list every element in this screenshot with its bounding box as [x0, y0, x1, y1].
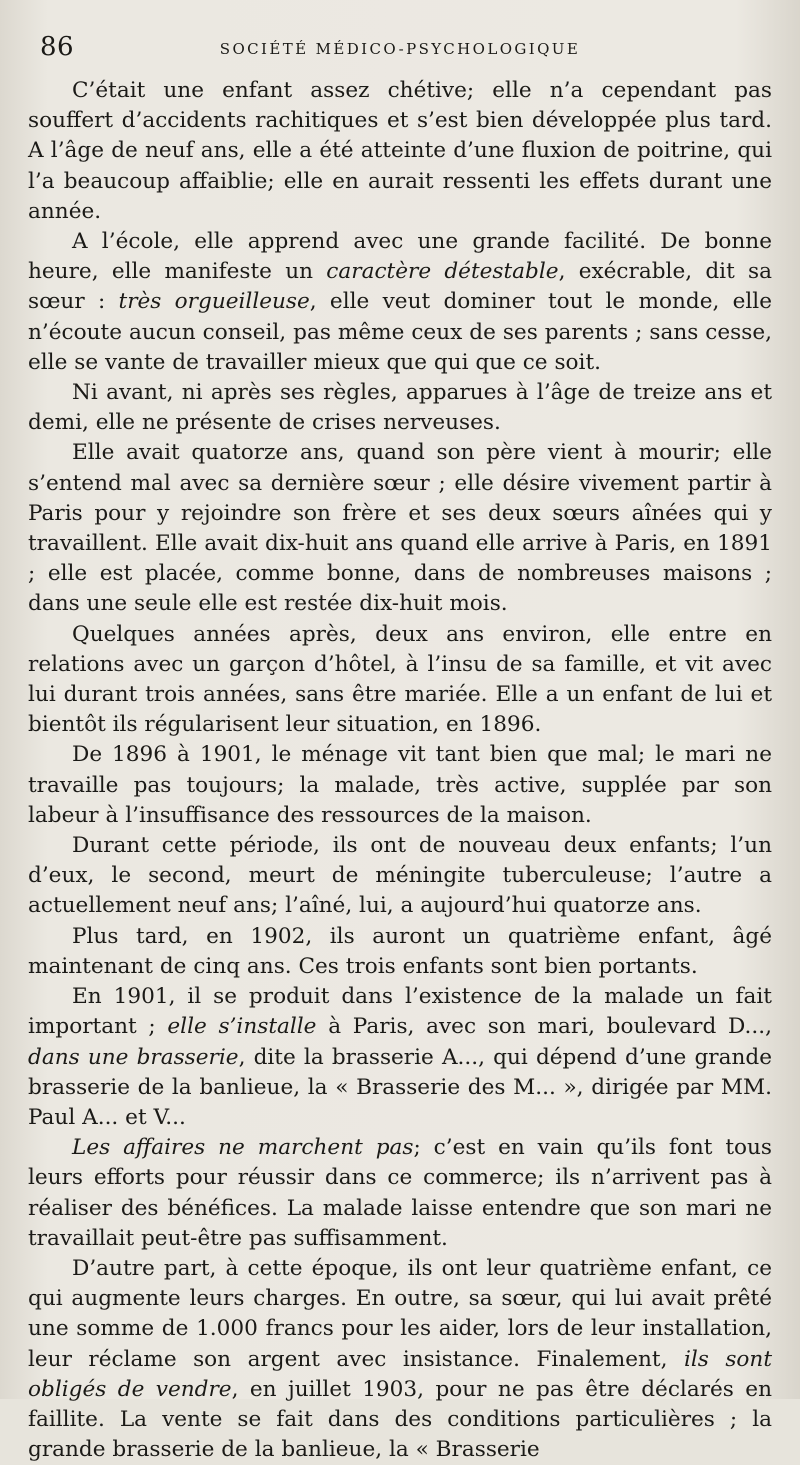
italic-phrase: ils sont obligés de vendre: [28, 1346, 772, 1402]
text-run: D’autre part, à cette époque, ils ont leur quatrième enfant, ce qui augmente leurs charges. En outre, sa sœur, qui lui avait prêté une somme de 1.000 francs pour les aider, lors de leur installation, leur réclame son argent avec insistance. Finalement,: [28, 1255, 772, 1372]
text-run: Durant cette période, ils ont de nouveau deux enfants; l’un d’eux, le second, meurt de méningite tuberculeuse; l’autre a actuellement neuf ans; l’aîné, lui, a aujourd’hui quatorze ans.: [28, 833, 772, 919]
italic-phrase: elle s’installe: [167, 1014, 317, 1040]
text-run: , exécrable, dit sa sœur :: [28, 259, 772, 315]
text-run: C’était une enfant assez chétive; elle n’a cependant pas souffert d’accidents rachitiques et s’est bien développée plus tard. A l’âge de neuf ans, elle a été atteinte d’une fluxion de poitrine, qui l’a beaucoup affaiblie; elle en aurait ressenti les effets durant une année.: [28, 78, 772, 224]
italic-phrase: dans une brasserie: [28, 1044, 239, 1070]
italic-phrase: caractère détestable: [326, 259, 559, 285]
text-run: A l’école, elle apprend avec une grande facilité. De bonne heure, elle manifeste un: [28, 229, 772, 285]
paragraph: [28, 76, 772, 227]
paragraph: [28, 1254, 772, 1465]
paragraph: [28, 831, 772, 922]
text-run: Quelques années après, deux ans environ, elle entre en relations avec un garçon d’hôtel, à l’insu de sa famille, et vit avec lui durant trois années, sans être mariée. Elle a un enfant de lui et bientôt ils régularisent leur situation, en 1896.: [28, 621, 772, 738]
paragraph: [28, 740, 772, 831]
paragraph: [28, 1133, 772, 1254]
text-run: , dite la brasserie A..., qui dépend d’une grande brasserie de la banlieue, la « Brasserie des M... », dirigée par MM. Paul A... et V...: [28, 1044, 772, 1130]
body-text: [28, 76, 772, 1465]
paragraph: [28, 922, 772, 982]
italic-phrase: très orgueilleuse: [118, 289, 310, 315]
text-run: En 1901, il se produit dans l’existence de la malade un fait important ;: [28, 984, 772, 1040]
paragraph: [28, 438, 772, 619]
text-run: à Paris, avec son mari, boulevard D...,: [316, 1014, 773, 1040]
text-run: , en juillet 1903, pour ne pas être déclarés en faillite. La vente se fait dans des conditions particulières ; la grande brasserie de la banlieue, la « Brasserie: [28, 1376, 772, 1463]
text-run: De 1896 à 1901, le ménage vit tant bien que mal; le mari ne travaille pas toujours; la malade, très active, supplée par son labeur à l’insuffisance des ressources de la maison.: [28, 742, 772, 828]
text-run: Ni avant, ni après ses règles, apparues à l’âge de treize ans et demi, elle ne présente de crises nerveuses.: [28, 380, 772, 436]
italic-phrase: Les affaires ne marchent pas: [72, 1135, 414, 1161]
paragraph: [28, 982, 772, 1133]
page-number: 86: [40, 32, 75, 62]
paragraph: [28, 620, 772, 741]
running-head: SOCIÉTÉ MÉDICO-PSYCHOLOGIQUE: [219, 40, 581, 58]
page-header: [28, 30, 772, 70]
paragraph: [28, 378, 772, 438]
text-run: Plus tard, en 1902, ils auront un quatrième enfant, âgé maintenant de cinq ans. Ces trois enfants sont bien portants.: [28, 923, 772, 979]
text-run: ; c’est en vain qu’ils font tous leurs efforts pour réussir dans ce commerce; ils n’arrivent pas à réaliser des bénéfices. La malade laisse entendre que son mari ne travaillait peut-être pas suffisamment.: [28, 1135, 773, 1251]
paragraph: [28, 227, 772, 378]
text-run: , elle veut dominer tout le monde, elle n’écoute aucun conseil, pas même ceux de ses parents ; sans cesse, elle se vante de travailler mieux que qui que ce soit.: [28, 289, 772, 375]
text-run: Elle avait quatorze ans, quand son père vient à mourir; elle s’entend mal avec sa dernière sœur ; elle désire vivement partir à Paris pour y rejoindre son frère et ses deux sœurs aînées qui y travaillent. Elle avait dix-huit ans quand elle arrive à Paris, en 1891 ; elle est placée, comme bonne, dans de nombreuses maisons ; dans une seule elle est restée dix-huit mois.: [28, 440, 772, 617]
